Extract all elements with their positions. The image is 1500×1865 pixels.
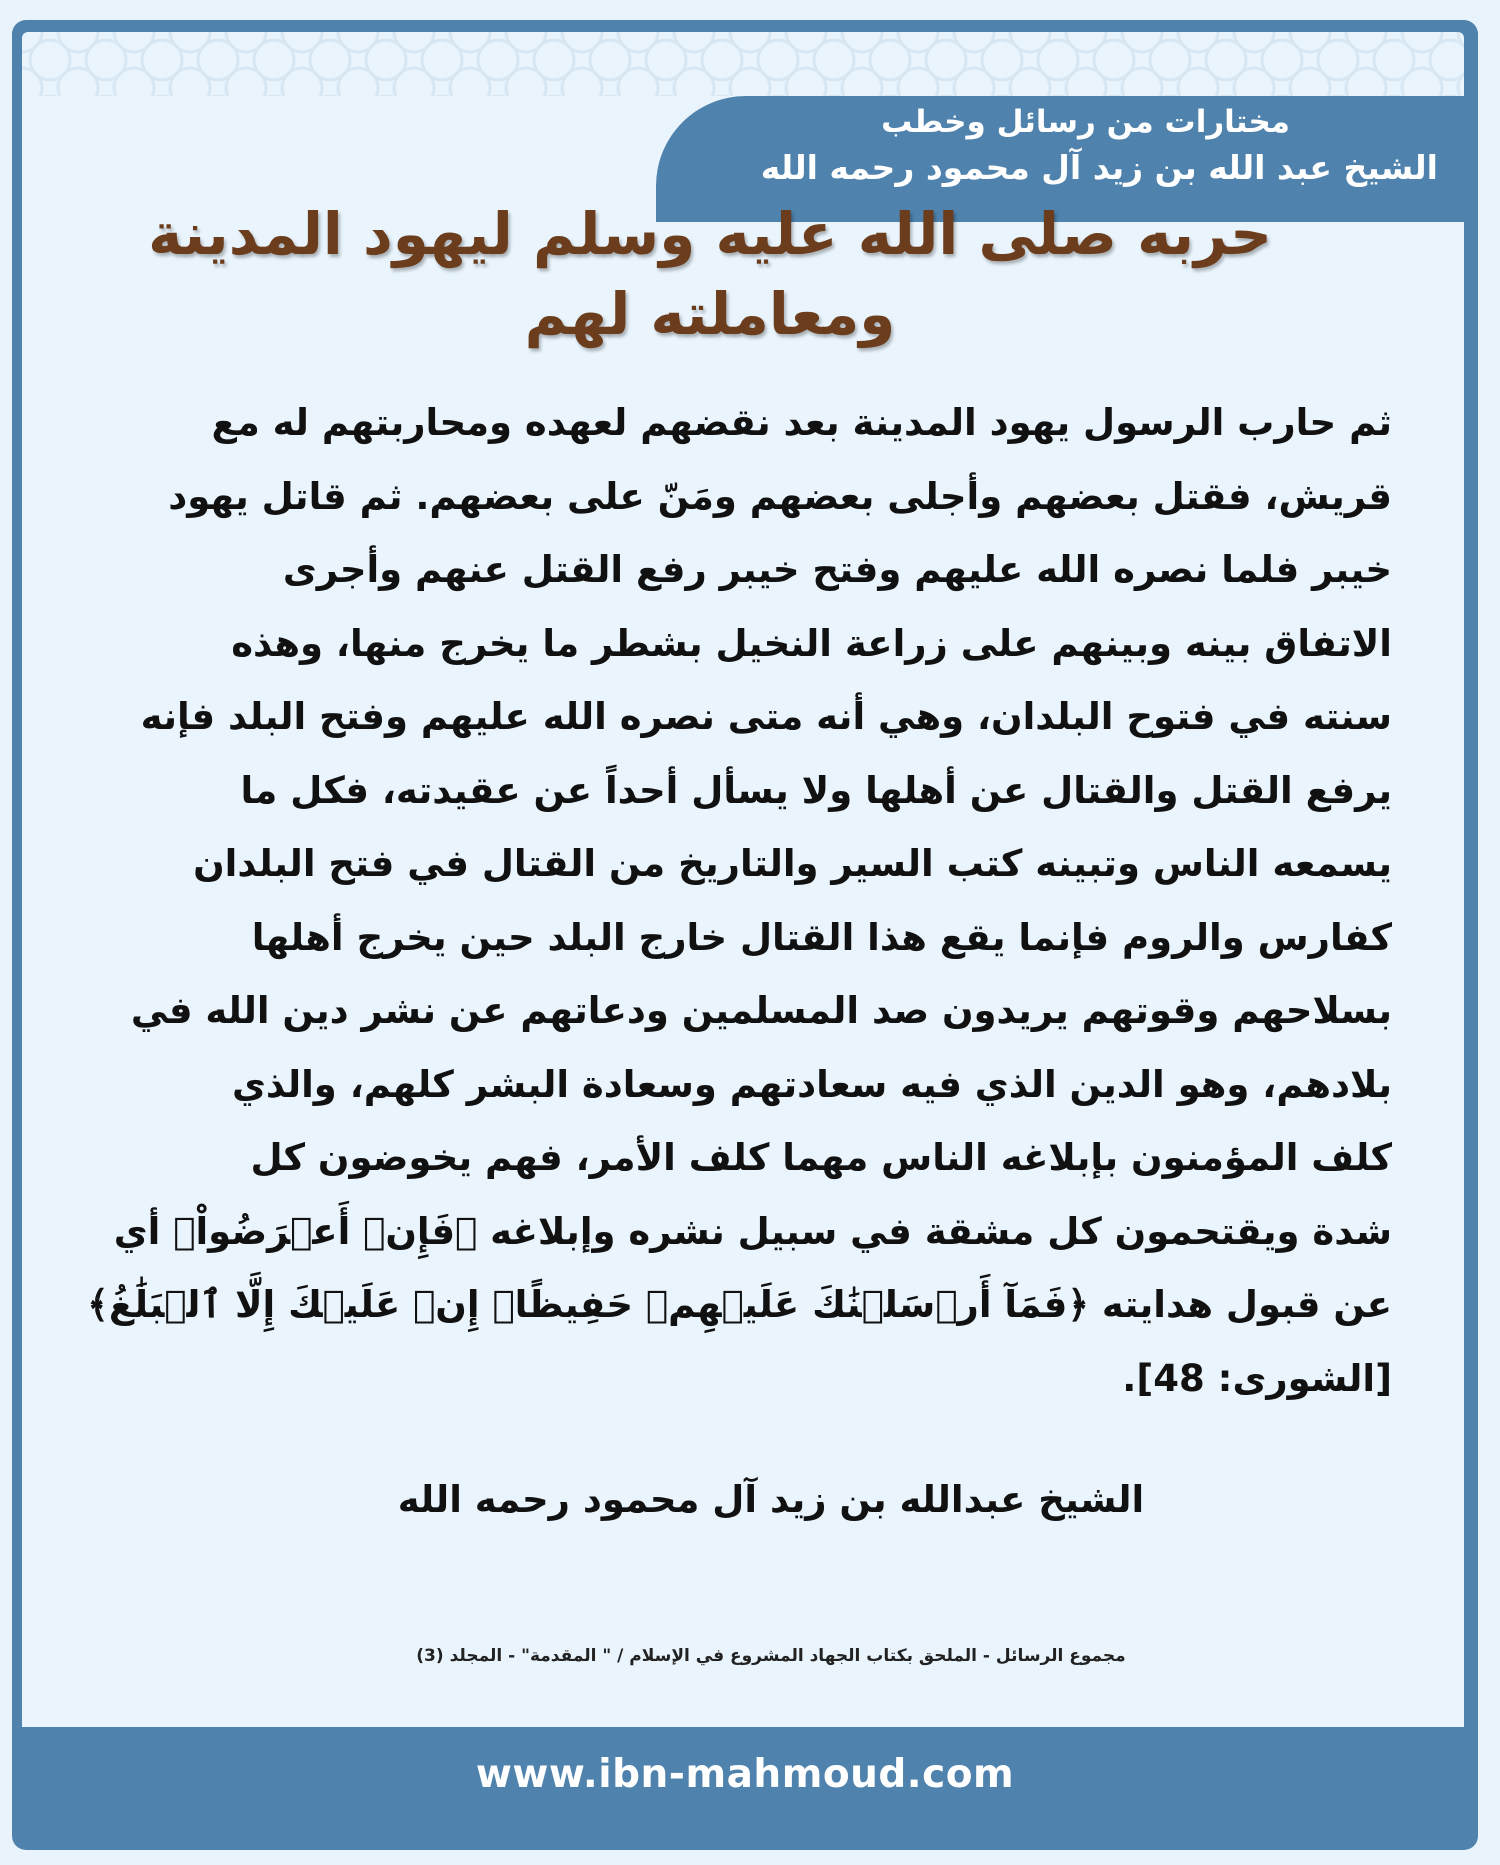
body-line: بلادهم، وهو الدين الذي فيه سعادتهم وسعادة البشر كلهم، والذي [231,1062,1392,1106]
body-line: كفارس والروم فإنما يقع هذا القتال خارج البلد حين يخرج أهلها [251,915,1392,959]
body-line: شدة ويقتحمون كل مشقة في سبيل نشره وإبلاغه ﴿فَإِنۡ أَعۡرَضُواْ﴾ أي [113,1209,1392,1253]
body-line: قريش، فقتل بعضهم وأجلى بعضهم ومَنّ على بعضهم. ثم قاتل يهود [168,474,1392,518]
author-signature: الشيخ عبدالله بن زيد آل محمود رحمه الله [397,1478,1145,1521]
body-line: الاتفاق بينه وبينهم على زراعة النخيل بشطر ما يخرج منها، وهذه [231,621,1392,665]
body-line: بسلاحهم وقوتهم يريدون صد المسلمين ودعاتهم عن نشر دين الله في [130,989,1392,1032]
article-body [87,386,1392,1415]
article-title-line-1: حربه صلى الله عليه وسلم ليهود المدينة [148,200,1272,268]
source-citation: مجموع الرسائل - الملحق بكتاب الجهاد المشروع في الإسلام / " المقدمة" - المجلد (3) [416,1646,1126,1666]
body-line: خيبر فلما نصره الله عليهم وفتح خيبر رفع القتل عنهم وأجرى [282,548,1392,591]
article-title-line-2: ومعاملته لهم [524,280,896,348]
body-line: [الشورى: 48]. [1122,1356,1392,1400]
body-line: ثم حارب الرسول يهود المدينة بعد نقضهم لعهده ومحاربتهم له مع [211,401,1392,444]
header-author-name: الشيخ عبد الله بن زيد آل محمود رحمه الله [760,148,1438,187]
decorative-pattern [22,32,1464,96]
body-line: يسمعه الناس وتبينه كتب السير والتاريخ من القتال في فتح البلدان [193,842,1392,885]
website-url-link[interactable]: www.ibn-mahmoud.com [475,1752,1015,1797]
body-line: كلف المؤمنون بإبلاغه الناس مهما كلف الأمر، فهم يخوضون كل [250,1136,1392,1179]
body-line: سنته في فتوح البلدان، وهي أنه متى نصره الله عليهم وفتح البلد فإنه [140,695,1392,738]
header-series-title: مختارات من رسائل وخطب [881,104,1290,140]
body-line: عن قبول هدايته ﴿فَمَآ أَرۡسَلۡنَٰكَ عَلَيۡهِمۡ حَفِيظًاۖ إِنۡ عَلَيۡكَ إِلَّا ٱلۡبَلَٰغُ﴾ [87,1283,1392,1326]
body-line: يرفع القتل والقتال عن أهلها ولا يسأل أحداً عن عقيدته، فكل ما [240,768,1392,812]
